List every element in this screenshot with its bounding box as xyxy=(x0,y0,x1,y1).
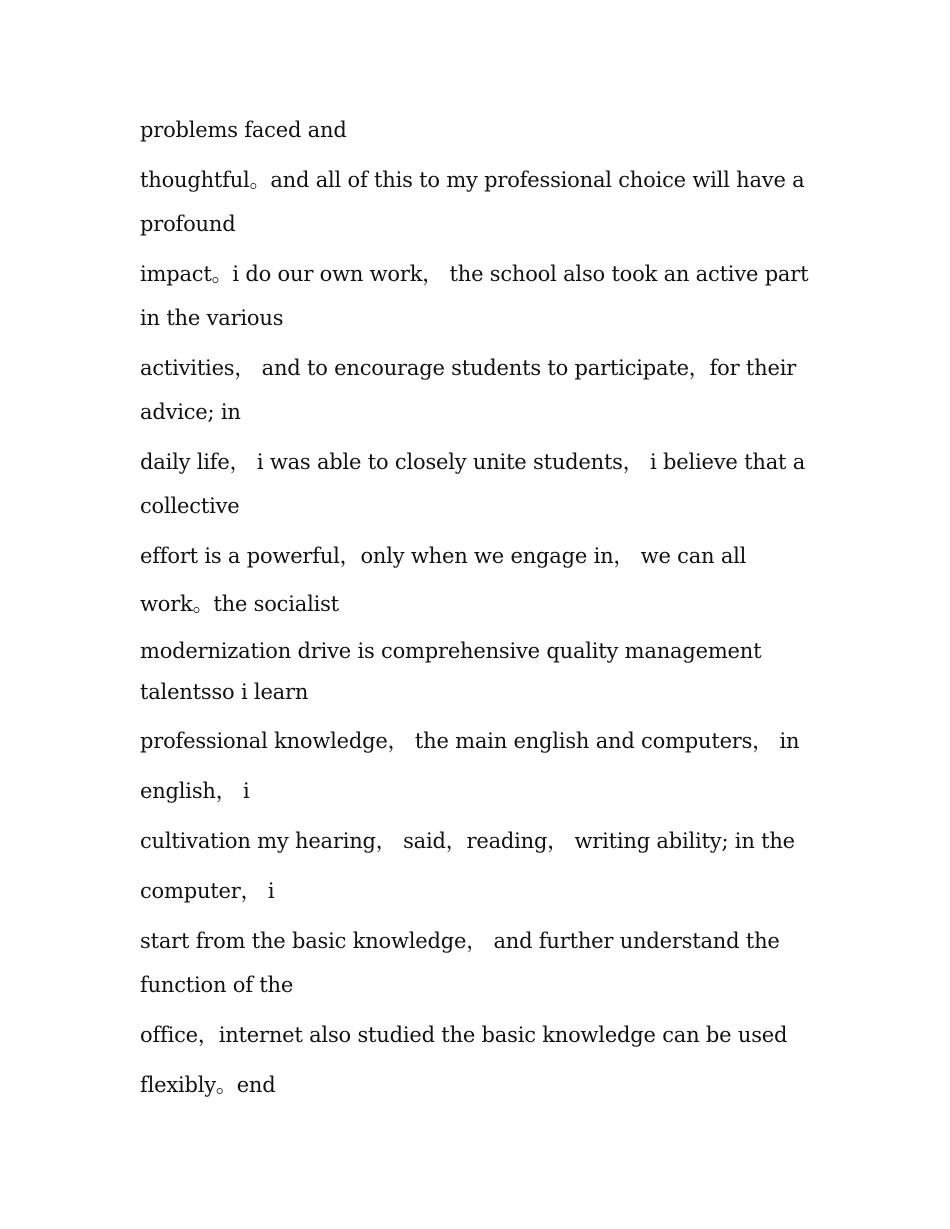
paragraph-13: start from the basic knowledge， and further understand the function of the xyxy=(140,929,780,997)
paragraph-1: problems faced and xyxy=(140,118,347,142)
paragraph-5: daily life， i was able to closely unite students， i believe that a collective xyxy=(140,450,806,518)
document-body xyxy=(140,108,810,1107)
paragraph-4: activities， and to encourage students to participate，for their advice; in xyxy=(140,356,797,424)
paragraph-9: professional knowledge， the main english and computers， in xyxy=(140,729,800,753)
paragraph-15: flexibly。end xyxy=(140,1073,276,1097)
paragraph-11: cultivation my hearing， said，reading， writing ability; in the xyxy=(140,829,795,853)
paragraph-14: office，internet also studied the basic knowledge can be used xyxy=(140,1023,788,1047)
paragraph-8: modernization drive is comprehensive quality management talentsso i learn xyxy=(140,639,762,704)
paragraph-3: impact。i do our own work， the school also took an active part in the various xyxy=(140,262,809,330)
paragraph-12: computer， i xyxy=(140,879,275,903)
paragraph-10: english， i xyxy=(140,779,250,803)
paragraph-7: work。the socialist xyxy=(140,592,339,616)
paragraph-2: thoughtful。and all of this to my professional choice will have a profound xyxy=(140,168,805,236)
paragraph-6: effort is a powerful，only when we engage in， we can all xyxy=(140,544,747,568)
